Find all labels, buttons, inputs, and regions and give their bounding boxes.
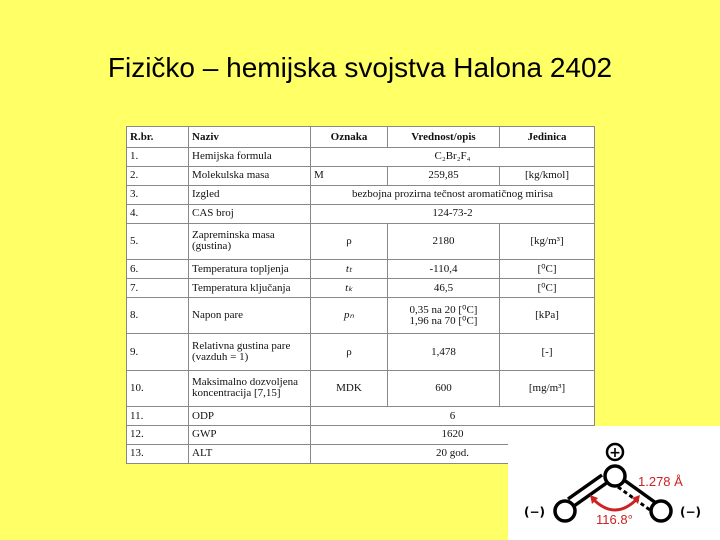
- properties-table: [126, 126, 594, 464]
- oxygen-atom-right: [651, 501, 671, 521]
- table-row: [127, 148, 595, 167]
- row-name: ALT: [189, 444, 311, 463]
- bond-left-double: [568, 475, 602, 499]
- bond-angle-label: 116.8°: [596, 512, 633, 527]
- oxygen-atom-left: [555, 501, 575, 521]
- row-num: 3.: [127, 185, 189, 204]
- table-row: [127, 279, 595, 298]
- row-value: 1,478: [388, 334, 500, 370]
- row-name: CAS broj: [189, 204, 311, 223]
- row-value: -110,4: [388, 260, 500, 279]
- row-num: 6.: [127, 260, 189, 279]
- slide-title: Fizičko – hemijska svojstva Halona 2402: [107, 52, 613, 83]
- row-symbol: ρ: [311, 223, 388, 259]
- row-symbol: pₙ: [311, 298, 388, 334]
- row-num: 13.: [127, 444, 189, 463]
- row-name: Maksimalno dozvoljena koncentracija [7,15]: [189, 370, 311, 406]
- plus-charge-icon: [607, 444, 623, 461]
- row-value: 600: [388, 370, 500, 406]
- header-name: Naziv: [189, 127, 311, 148]
- oxygen-atom-top: [605, 466, 625, 486]
- header-unit: Jedinica: [500, 127, 595, 148]
- row-merged-value: 20 god.: [311, 444, 595, 463]
- row-value: 2180: [388, 223, 500, 259]
- row-merged-value: 124-73-2: [311, 204, 595, 223]
- row-name: Napon pare: [189, 298, 311, 334]
- bond-left-double: [574, 482, 608, 506]
- row-value-line: 1,96 na 70 [⁰C]: [409, 314, 478, 327]
- row-symbol: tₖ: [311, 279, 388, 298]
- table-row: [127, 260, 595, 279]
- row-symbol: ρ: [311, 334, 388, 370]
- row-merged-value: 1620: [311, 425, 595, 444]
- table-header-row: [127, 127, 595, 148]
- minus-charge-left-label: (−): [524, 505, 546, 519]
- row-symbol: MDK: [311, 370, 388, 406]
- row-merged-value: 6: [311, 407, 595, 426]
- table-row: [127, 298, 595, 334]
- row-num: 11.: [127, 407, 189, 426]
- bond-angle-arc: [592, 498, 638, 510]
- header-num: R.br.: [127, 127, 189, 148]
- table-row: [127, 334, 595, 370]
- row-unit: [mg/m³]: [500, 370, 595, 406]
- header-symbol: Oznaka: [311, 127, 388, 148]
- row-value-line: 0,35 na 20 [⁰C]: [409, 303, 478, 316]
- row-name: Molekulska masa: [189, 166, 311, 185]
- table-row: [127, 185, 595, 204]
- row-num: 2.: [127, 166, 189, 185]
- row-name: Zapreminska masa (gustina): [189, 223, 311, 259]
- row-name: GWP: [189, 425, 311, 444]
- table-row: [127, 166, 595, 185]
- row-unit: [kg/m³]: [500, 223, 595, 259]
- svg-text:+: +: [609, 445, 621, 461]
- row-unit: [kPa]: [500, 298, 595, 334]
- row-symbol: M: [311, 166, 388, 185]
- row-unit: [kg/kmol]: [500, 166, 595, 185]
- row-value: [388, 298, 500, 334]
- row-name: Hemijska formula: [189, 148, 311, 167]
- row-num: 9.: [127, 334, 189, 370]
- row-unit: [⁰C]: [500, 279, 595, 298]
- header-value: Vrednost/opis: [388, 127, 500, 148]
- row-symbol: tₜ: [311, 260, 388, 279]
- row-merged-value: bezbojna prozirna tečnost aromatičnog mirisa: [311, 185, 595, 204]
- table-row: [127, 204, 595, 223]
- row-name: ODP: [189, 407, 311, 426]
- row-value: 259,85: [388, 166, 500, 185]
- row-num: 7.: [127, 279, 189, 298]
- table-row: [127, 407, 595, 426]
- row-unit: [-]: [500, 334, 595, 370]
- row-name: Izgled: [189, 185, 311, 204]
- minus-charge-right-label: (−): [680, 505, 702, 519]
- row-name: Relativna gustina pare (vazduh = 1): [189, 334, 311, 370]
- row-num: 4.: [127, 204, 189, 223]
- row-value: 46,5: [388, 279, 500, 298]
- bond-length-label: 1.278 Å: [638, 474, 683, 489]
- table-row: [127, 223, 595, 259]
- row-unit: [⁰C]: [500, 260, 595, 279]
- ozone-molecule-diagram: [508, 426, 720, 540]
- row-name: Temperatura topljenja: [189, 260, 311, 279]
- row-num: 8.: [127, 298, 189, 334]
- row-num: 5.: [127, 223, 189, 259]
- row-num: 12.: [127, 425, 189, 444]
- row-name: Temperatura ključanja: [189, 279, 311, 298]
- row-merged-value: C₂Br₂F₄: [311, 148, 595, 167]
- row-num: 1.: [127, 148, 189, 167]
- table-row: [127, 370, 595, 406]
- row-num: 10.: [127, 370, 189, 406]
